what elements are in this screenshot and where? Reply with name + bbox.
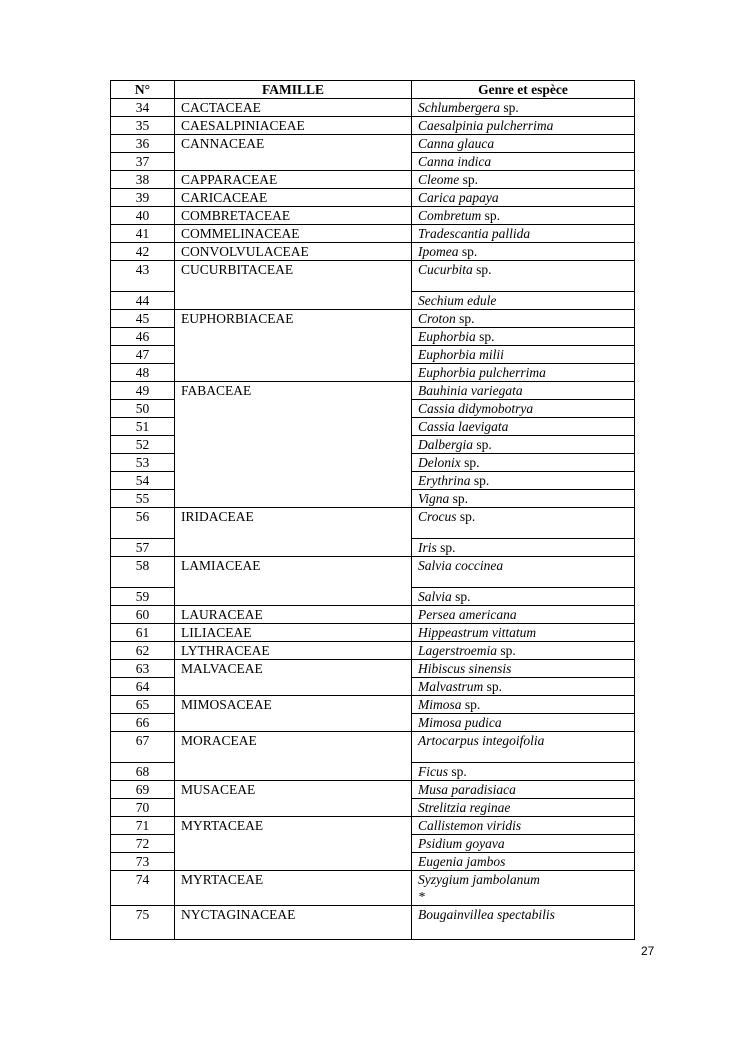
species-italic: Eugenia jambos bbox=[418, 854, 506, 869]
species-italic: Mimosa pudica bbox=[418, 715, 502, 730]
species-cell bbox=[412, 225, 635, 243]
species-cell bbox=[412, 310, 635, 328]
species-italic: Salvia bbox=[418, 589, 452, 604]
family-cell: NYCTAGINACEAE bbox=[175, 906, 412, 940]
species-suffix: sp. bbox=[475, 329, 495, 344]
row-number: 46 bbox=[111, 328, 175, 346]
species-italic: Cucurbita bbox=[418, 262, 473, 277]
species-cell bbox=[412, 400, 635, 418]
species-italic: Hibiscus sinensis bbox=[418, 661, 512, 676]
species-cell bbox=[412, 454, 635, 472]
species-note: * bbox=[418, 889, 425, 904]
table-row bbox=[111, 225, 635, 243]
species-italic: Sechium edule bbox=[418, 293, 497, 308]
table-row bbox=[111, 99, 635, 117]
species-cell bbox=[412, 207, 635, 225]
species-cell bbox=[412, 364, 635, 382]
species-cell bbox=[412, 135, 635, 153]
row-number: 41 bbox=[111, 225, 175, 243]
table-row bbox=[111, 171, 635, 189]
row-number: 68 bbox=[111, 763, 175, 781]
family-cell: LILIACEAE bbox=[175, 624, 412, 642]
species-italic: Hippeastrum vittatum bbox=[418, 625, 537, 640]
species-italic: Vigna bbox=[418, 491, 450, 506]
species-cell bbox=[412, 853, 635, 871]
species-italic: Euphorbia bbox=[418, 329, 476, 344]
table-row bbox=[111, 817, 635, 835]
family-cell: CAPPARACEAE bbox=[175, 171, 412, 189]
family-cell: MYRTACEAE bbox=[175, 871, 412, 906]
row-number: 72 bbox=[111, 835, 175, 853]
row-number: 37 bbox=[111, 153, 175, 171]
species-italic: Mimosa bbox=[418, 697, 462, 712]
species-suffix: sp. bbox=[470, 473, 490, 488]
species-italic: Cassia didymobotrya bbox=[418, 401, 534, 416]
species-italic: Euphorbia milii bbox=[418, 347, 504, 362]
species-suffix: sp. bbox=[499, 100, 519, 115]
family-cell: CUCURBITACEAE bbox=[175, 261, 412, 310]
table-row bbox=[111, 660, 635, 678]
header-genre: Genre et espèce bbox=[412, 81, 635, 99]
species-cell bbox=[412, 835, 635, 853]
row-number: 39 bbox=[111, 189, 175, 207]
family-cell: LYTHRACEAE bbox=[175, 642, 412, 660]
page-number: 27 bbox=[641, 944, 655, 958]
row-number: 43 bbox=[111, 261, 175, 292]
species-cell bbox=[412, 696, 635, 714]
family-cell: CANNACEAE bbox=[175, 135, 412, 171]
row-number: 51 bbox=[111, 418, 175, 436]
species-suffix: sp. bbox=[436, 540, 456, 555]
species-cell bbox=[412, 472, 635, 490]
table-body bbox=[111, 99, 635, 940]
header-num: N° bbox=[111, 81, 175, 99]
header-famille: FAMILLE bbox=[175, 81, 412, 99]
family-cell: COMMELINACEAE bbox=[175, 225, 412, 243]
table-row bbox=[111, 310, 635, 328]
row-number: 52 bbox=[111, 436, 175, 454]
species-cell bbox=[412, 99, 635, 117]
row-number: 73 bbox=[111, 853, 175, 871]
family-cell: EUPHORBIACEAE bbox=[175, 310, 412, 382]
species-cell bbox=[412, 539, 635, 557]
species-suffix: sp. bbox=[461, 697, 481, 712]
table-row bbox=[111, 261, 635, 292]
species-cell bbox=[412, 171, 635, 189]
row-number: 58 bbox=[111, 557, 175, 588]
species-cell bbox=[412, 606, 635, 624]
table-row bbox=[111, 135, 635, 153]
row-number: 61 bbox=[111, 624, 175, 642]
species-italic: Cleome bbox=[418, 172, 460, 187]
row-number: 59 bbox=[111, 588, 175, 606]
species-cell bbox=[412, 490, 635, 508]
species-suffix: sp. bbox=[449, 491, 469, 506]
table-row bbox=[111, 557, 635, 588]
row-number: 48 bbox=[111, 364, 175, 382]
species-italic: Artocarpus integoifolia bbox=[418, 733, 545, 748]
family-cell: CONVOLVULACEAE bbox=[175, 243, 412, 261]
species-table bbox=[110, 80, 635, 940]
species-suffix: sp. bbox=[451, 589, 471, 604]
family-cell: COMBRETACEAE bbox=[175, 207, 412, 225]
row-number: 63 bbox=[111, 660, 175, 678]
row-number: 57 bbox=[111, 539, 175, 557]
table-row bbox=[111, 508, 635, 539]
table-row bbox=[111, 606, 635, 624]
table-row bbox=[111, 642, 635, 660]
species-italic: Caesalpinia pulcherrima bbox=[418, 118, 554, 133]
row-number: 65 bbox=[111, 696, 175, 714]
species-suffix: sp. bbox=[448, 764, 467, 779]
species-italic: Crocus bbox=[418, 509, 457, 524]
species-italic: Musa paradisiaca bbox=[418, 782, 516, 797]
row-number: 69 bbox=[111, 781, 175, 799]
family-cell: CARICACEAE bbox=[175, 189, 412, 207]
row-number: 60 bbox=[111, 606, 175, 624]
species-cell bbox=[412, 714, 635, 732]
family-cell: MALVACEAE bbox=[175, 660, 412, 696]
row-number: 49 bbox=[111, 382, 175, 400]
species-italic: Malvastrum bbox=[418, 679, 484, 694]
species-cell bbox=[412, 508, 635, 539]
species-cell bbox=[412, 678, 635, 696]
species-cell bbox=[412, 781, 635, 799]
family-cell: MYRTACEAE bbox=[175, 817, 412, 871]
table-row bbox=[111, 781, 635, 799]
family-cell: LAMIACEAE bbox=[175, 557, 412, 606]
table-row bbox=[111, 207, 635, 225]
species-cell bbox=[412, 328, 635, 346]
species-cell bbox=[412, 189, 635, 207]
species-suffix: sp. bbox=[483, 679, 503, 694]
species-cell bbox=[412, 799, 635, 817]
species-cell bbox=[412, 261, 635, 292]
species-cell bbox=[412, 906, 635, 940]
species-italic: Carica papaya bbox=[418, 190, 499, 205]
family-cell: IRIDACEAE bbox=[175, 508, 412, 557]
row-number: 50 bbox=[111, 400, 175, 418]
row-number: 75 bbox=[111, 906, 175, 940]
species-italic: Euphorbia pulcherrima bbox=[418, 365, 546, 380]
row-number: 56 bbox=[111, 508, 175, 539]
table-row bbox=[111, 189, 635, 207]
species-italic: Tradescantia pallida bbox=[418, 226, 531, 241]
species-italic: Bougainvillea spectabilis bbox=[418, 907, 555, 922]
species-italic: Strelitzia reginae bbox=[418, 800, 511, 815]
species-italic: Bauhinia variegata bbox=[418, 383, 523, 398]
species-italic: Cassia laevigata bbox=[418, 419, 509, 434]
row-number: 54 bbox=[111, 472, 175, 490]
species-italic: Schlumbergera bbox=[418, 100, 500, 115]
species-italic: Psidium goyava bbox=[418, 836, 505, 851]
species-cell bbox=[412, 660, 635, 678]
row-number: 38 bbox=[111, 171, 175, 189]
species-cell bbox=[412, 732, 635, 763]
species-italic: Persea americana bbox=[418, 607, 517, 622]
species-cell bbox=[412, 153, 635, 171]
species-cell bbox=[412, 436, 635, 454]
species-cell bbox=[412, 292, 635, 310]
table-row bbox=[111, 696, 635, 714]
row-number: 44 bbox=[111, 292, 175, 310]
row-number: 66 bbox=[111, 714, 175, 732]
species-suffix: sp. bbox=[497, 643, 516, 658]
table-row bbox=[111, 624, 635, 642]
row-number: 67 bbox=[111, 732, 175, 763]
species-italic: Canna indica bbox=[418, 154, 492, 169]
species-cell bbox=[412, 871, 635, 906]
species-suffix: sp. bbox=[473, 437, 492, 452]
row-number: 62 bbox=[111, 642, 175, 660]
species-cell bbox=[412, 346, 635, 364]
table-row bbox=[111, 906, 635, 940]
row-number: 42 bbox=[111, 243, 175, 261]
species-cell bbox=[412, 243, 635, 261]
species-italic: Canna glauca bbox=[418, 136, 495, 151]
row-number: 35 bbox=[111, 117, 175, 135]
family-cell: MORACEAE bbox=[175, 732, 412, 781]
species-cell bbox=[412, 382, 635, 400]
species-suffix: sp. bbox=[472, 262, 492, 277]
species-italic: Delonix bbox=[418, 455, 461, 470]
species-italic: Salvia coccinea bbox=[418, 558, 504, 573]
table-row bbox=[111, 732, 635, 763]
row-number: 74 bbox=[111, 871, 175, 906]
species-suffix: sp. bbox=[458, 244, 478, 259]
species-cell bbox=[412, 624, 635, 642]
species-cell bbox=[412, 117, 635, 135]
species-italic: Iris bbox=[418, 540, 437, 555]
species-suffix: sp. bbox=[460, 455, 480, 470]
species-italic: Ipomea bbox=[418, 244, 459, 259]
family-cell: CAESALPINIACEAE bbox=[175, 117, 412, 135]
species-italic: Ficus bbox=[418, 764, 448, 779]
species-cell bbox=[412, 642, 635, 660]
species-cell bbox=[412, 817, 635, 835]
row-number: 64 bbox=[111, 678, 175, 696]
species-suffix: sp. bbox=[455, 311, 475, 326]
family-cell: FABACEAE bbox=[175, 382, 412, 508]
row-number: 53 bbox=[111, 454, 175, 472]
table-header-row bbox=[111, 81, 635, 99]
family-cell: MIMOSACEAE bbox=[175, 696, 412, 732]
species-italic: Dalbergia bbox=[418, 437, 473, 452]
table-row bbox=[111, 117, 635, 135]
row-number: 47 bbox=[111, 346, 175, 364]
species-suffix: sp. bbox=[459, 172, 479, 187]
table-row bbox=[111, 382, 635, 400]
species-suffix: sp. bbox=[481, 208, 501, 223]
row-number: 45 bbox=[111, 310, 175, 328]
species-cell bbox=[412, 588, 635, 606]
row-number: 40 bbox=[111, 207, 175, 225]
species-cell bbox=[412, 763, 635, 781]
row-number: 34 bbox=[111, 99, 175, 117]
species-suffix: sp. bbox=[456, 509, 476, 524]
species-italic: Erythrina bbox=[418, 473, 471, 488]
family-cell: MUSACEAE bbox=[175, 781, 412, 817]
species-italic: Combretum bbox=[418, 208, 482, 223]
species-italic: Croton bbox=[418, 311, 456, 326]
table-row bbox=[111, 871, 635, 906]
table-row bbox=[111, 243, 635, 261]
family-cell: CACTACEAE bbox=[175, 99, 412, 117]
species-cell bbox=[412, 418, 635, 436]
row-number: 71 bbox=[111, 817, 175, 835]
row-number: 55 bbox=[111, 490, 175, 508]
species-cell bbox=[412, 557, 635, 588]
species-italic: Lagerstroemia bbox=[418, 643, 498, 658]
row-number: 70 bbox=[111, 799, 175, 817]
family-cell: LAURACEAE bbox=[175, 606, 412, 624]
row-number: 36 bbox=[111, 135, 175, 153]
species-italic: Syzygium jambolanum bbox=[418, 872, 540, 887]
species-italic: Callistemon viridis bbox=[418, 818, 522, 833]
